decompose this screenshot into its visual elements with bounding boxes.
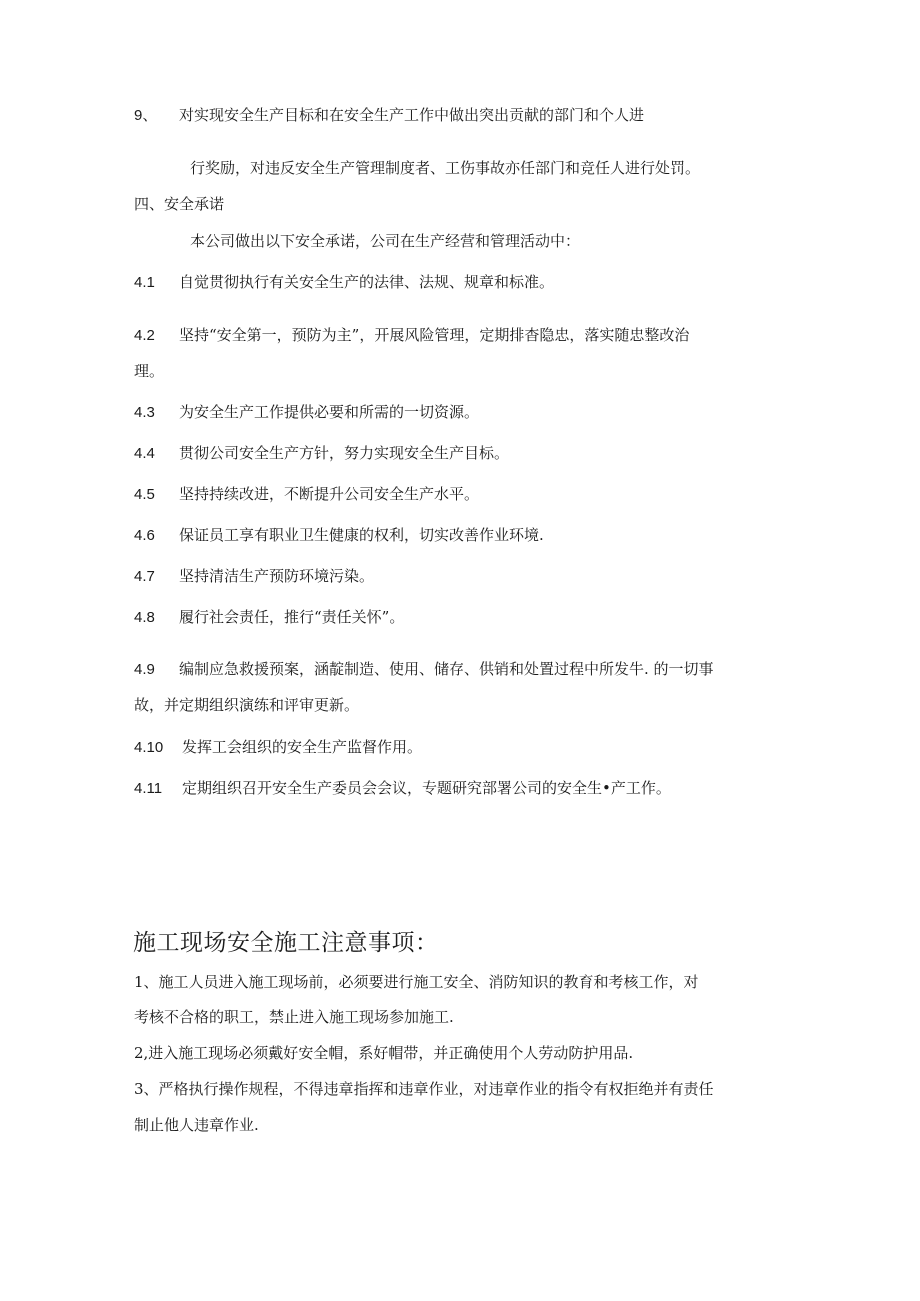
item-9-number: 9、 — [134, 107, 158, 124]
commitment-text: 坚持持续改进，不断提升公司安全生产水平。 — [179, 485, 480, 503]
commitment-item — [134, 325, 689, 346]
commitment-number: 4.5 — [134, 486, 155, 503]
commitment-item — [134, 525, 544, 546]
commitment-item — [134, 402, 479, 423]
precaution-item-1-line-2: 考核不合格的职工，禁止进入施工现场参加施工. — [134, 1008, 454, 1026]
item-9-text: 对实现安全生产目标和在安全生产工作中做出突出贡献的部门和个人进 — [179, 106, 645, 124]
commitment-text: 坚持“安全第一，预防为主”，开展风险管理，定期排杳隐忠，落实随忠整改治 — [179, 326, 690, 344]
commitment-text: 编制应急救援预案，涵靛制造、使用、储存、供销和处置过程中所发牛. 的一切事 — [179, 660, 714, 678]
commitment-item — [134, 272, 554, 293]
commitment-number: 4.8 — [134, 609, 155, 626]
commitment-item — [134, 443, 509, 464]
commitment-item — [134, 659, 714, 680]
commitment-number: 4.2 — [134, 327, 155, 344]
construction-safety-heading: 施工现场安全施工注意事项： — [133, 930, 439, 956]
commitment-text: 为安全生产工作提供必要和所需的一切资源。 — [179, 403, 480, 421]
precaution-item-3-line-1: 3、严格执行操作规程，不得违章指挥和违章作业，对违章作业的指令有权拒绝并有责任 — [134, 1080, 714, 1098]
commitment-number: 4.1 — [134, 274, 155, 291]
commitment-text: 贯彻公司安全生产方针，努力实现安全生产目标。 — [179, 444, 510, 462]
commitment-number: 4.4 — [134, 445, 155, 462]
precaution-item-3-line-2: 制止他人违章作业. — [134, 1116, 259, 1134]
item-9-line-2: 行奖励，对违反安全生产管理制度者、工伤事故亦任部门和竞任人进行处罚。 — [190, 159, 701, 177]
item-9-line-1 — [134, 105, 644, 126]
commitment-text-continued: 理。 — [134, 362, 165, 380]
commitment-text: 自觉贯彻执行有关安全生产的法律、法规、规章和标准。 — [179, 273, 555, 291]
commitment-item — [134, 607, 404, 628]
commitment-text: 发挥工会组织的安全生产监督作用。 — [182, 738, 423, 756]
section-title-safety-commitment: 四、安全承诺 — [134, 195, 225, 213]
commitment-number: 4.6 — [134, 527, 155, 544]
commitment-number: 4.3 — [134, 404, 155, 421]
commitment-text: 定期组织召开安全生产委员会会议，专题研究部署公司的安全生•产工作。 — [182, 779, 671, 797]
commitment-number: 4.11 — [134, 780, 163, 797]
commitment-text: 坚持清洁生产预防环境污染。 — [179, 567, 375, 585]
commitment-item — [134, 737, 422, 758]
commitment-item — [134, 778, 671, 799]
commitment-item — [134, 566, 374, 587]
precaution-item-1-line-1: 1、施工人员进入施工现场前，必须要进行施工安全、消防知识的教育和考核工作，对 — [134, 973, 699, 991]
commitment-text-continued: 故，并定期组织演练和评审更新。 — [134, 696, 360, 714]
commitment-number: 4.9 — [134, 661, 155, 678]
commitment-text: 保证员工享有职业卫生健康的权利，切实改善作业环境. — [179, 526, 544, 544]
commitment-item — [134, 484, 479, 505]
commitment-text: 履行社会责任，推行“责任关怀”。 — [179, 608, 405, 626]
commitment-number: 4.7 — [134, 568, 155, 585]
precaution-item-2: 2,进入施工现场必须戴好安全帽，系好帽带，并正确使用个人劳动防护用品. — [134, 1044, 634, 1062]
commitment-number: 4.10 — [134, 739, 164, 756]
commitment-intro: 本公司做出以下安全承诺，公司在生产经营和管理活动中： — [190, 232, 581, 250]
